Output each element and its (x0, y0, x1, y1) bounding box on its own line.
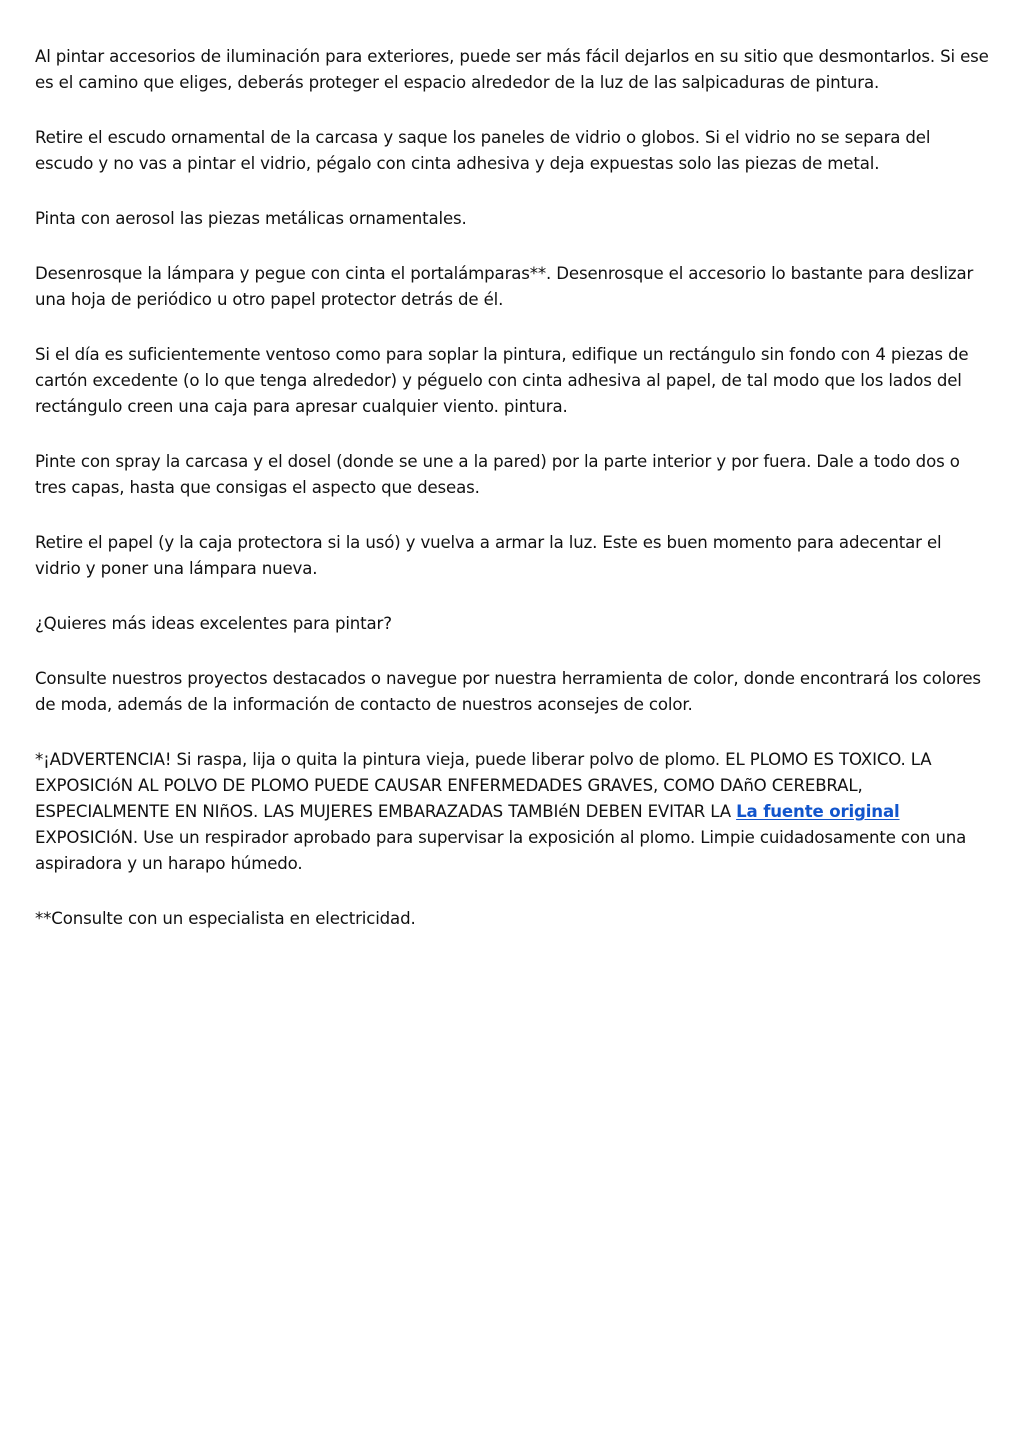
document-body (35, 44, 990, 961)
paragraph-consult-projects: Consulte nuestros proyectos destacados o navegue por nuestra herramienta de color, donde encontrará los colores de moda, además de la información de contacto de nuestros aconsejes de color. (35, 669, 981, 714)
warning-text-end: EXPOSICIóN. Use un respirador aprobado para supervisar la exposición al plomo. Limpie cuidadosamente con una aspiradora y un harapo húmedo. (35, 828, 967, 873)
paragraph-spray-metal: Pinta con aerosol las piezas metálicas ornamentales. (35, 209, 467, 228)
warning-text-start: *¡ADVERTENCIA! Si raspa, lija o quita la pintura vieja, puede liberar polvo de plomo. EL PLOMO ES TOXICO. LA EXPOSICIóN AL POLVO DE PLOMO PUEDE CAUSAR ENFERMEDADES GRAVES, COMO DAñO CEREBRAL, ESPECIALMENTE EN NIñOS. LAS MUJERES EMBARAZADAS TAMBIéN DEBEN EVITAR LA (35, 750, 932, 821)
paragraph-reassemble: Retire el papel (y la caja protectora si la usó) y vuelva a armar la luz. Este es buen momento para adecentar el vidrio y poner una lámpara nueva. (35, 533, 942, 578)
paragraph-wind-box: Si el día es suficientemente ventoso como para soplar la pintura, edifique un rectángulo sin fondo con 4 piezas de cartón excedente (o lo que tenga alrededor) y péguelo con cinta adhesiva al papel, de tal modo que los lados del rectángulo creen una caja para apresar cualquier viento. pintura. (35, 345, 969, 416)
paragraph-more-ideas: ¿Quieres más ideas excelentes para pintar? (35, 614, 392, 633)
paragraph-spray-housing: Pinte con spray la carcasa y el dosel (donde se une a la pared) por la parte interior y por fuera. Dale a todo dos o tres capas, hasta que consigas el aspecto que deseas. (35, 452, 960, 497)
paragraph-unscrew-lamp: Desenrosque la lámpara y pegue con cinta el portalámparas**. Desenrosque el accesorio lo bastante para deslizar una hoja de periódico u otro papel protector detrás de él. (35, 264, 974, 309)
paragraph-footnote: **Consulte con un especialista en electricidad. (35, 909, 416, 928)
paragraph-warning (35, 747, 990, 877)
source-link[interactable]: La fuente original (736, 802, 900, 821)
paragraph-intro: Al pintar accesorios de iluminación para exteriores, puede ser más fácil dejarlos en su sitio que desmontarlos. Si ese es el camino que eliges, deberás proteger el espacio alrededor de la luz de las salpicaduras de pintura. (35, 47, 989, 92)
paragraph-remove-shield: Retire el escudo ornamental de la carcasa y saque los paneles de vidrio o globos. Si el vidrio no se separa del escudo y no vas a pintar el vidrio, pégalo con cinta adhesiva y deja expuestas solo las piezas de metal. (35, 128, 931, 173)
